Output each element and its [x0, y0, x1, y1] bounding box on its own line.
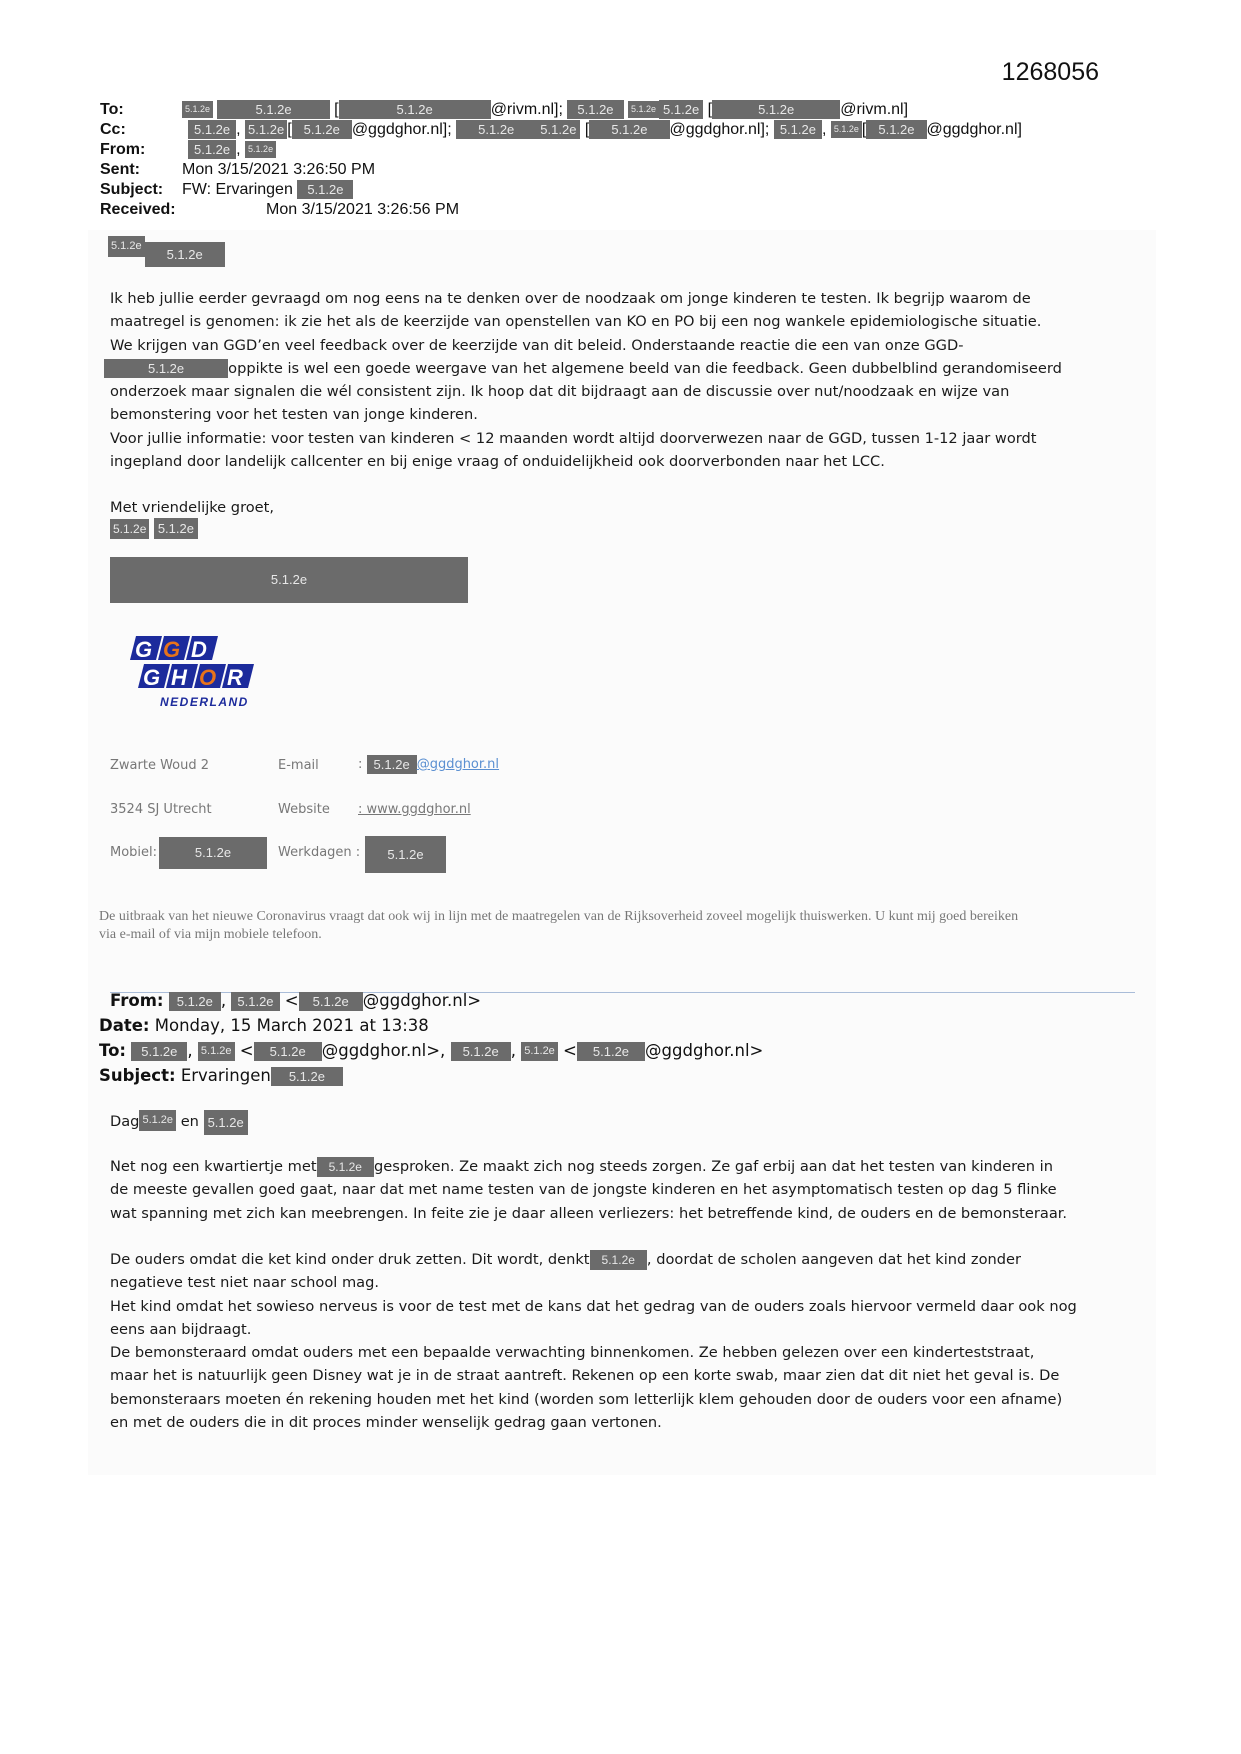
- greeting-text: en: [180, 1113, 199, 1130]
- paragraph-line: wat spanning met zich kan meebrengen. In feite zie je daar alleen verliezers: het betreffende kind, de ouders en de bemonsteraar.: [110, 1204, 1068, 1222]
- email-value: [358, 755, 499, 774]
- redaction: 5.1.2e: [145, 242, 225, 267]
- logo-graphic: [126, 634, 266, 714]
- redaction: 5.1.2e: [299, 992, 363, 1011]
- redaction: 5.1.2e: [590, 1250, 647, 1270]
- header-cc-row: Cc: 5.1.2e , 5.1.2e [ 5.1.2e @ggdghor.nl]; 5.1.2e 5.1.2e [ 5.1.2e @ggdghor.nl]; 5.1.2e , 5.1.2e [ 5.1.2e @ggdghor.nl]: [100, 121, 1022, 138]
- fwd-subject-value: Ervaringen: [180, 1066, 271, 1085]
- email-colon: :: [358, 757, 363, 772]
- redaction: 5.1.2e: [451, 1042, 511, 1061]
- fwd-subject-label: Subject:: [99, 1066, 176, 1085]
- header-sent-row: [100, 160, 375, 180]
- redaction: 5.1.2e: [456, 120, 536, 139]
- redaction: 5.1.2e: [108, 236, 145, 257]
- address-line-2: 3524 SJ Utrecht: [110, 802, 212, 817]
- redaction: 5.1.2e: [712, 100, 840, 119]
- forwarded-subject-row: [99, 1063, 343, 1088]
- redaction: 5.1.2e: [169, 992, 221, 1011]
- redaction: 5.1.2e: [831, 121, 862, 138]
- website-link[interactable]: [358, 802, 471, 817]
- website-label: Website: [278, 802, 330, 817]
- paragraph-line: De bemonsteraard omdat ouders met een bepaalde verwachting binnenkomen. Ze hebben gelezen over een kinderteststraat,: [110, 1344, 1035, 1362]
- notice-line: via e-mail of via mijn mobiele telefoon.: [99, 927, 322, 942]
- redaction: 5.1.2e: [628, 101, 659, 118]
- paragraph-line: bemonsteraars moeten én rekening houden met het kind (worden som letterlijk klem gehouden door de ouders voor een afname): [110, 1390, 1063, 1408]
- redaction: 5.1.2e: [204, 1110, 248, 1135]
- forwarded-to-row: To: 5.1.2e , 5.1.2e < 5.1.2e @ggdghor.nl>, 5.1.2e , 5.1.2e < 5.1.2e @ggdghor.nl>: [99, 1041, 764, 1060]
- redaction: 5.1.2e: [182, 101, 213, 118]
- redaction: 5.1.2e: [774, 120, 822, 139]
- fwd-to-domain-2: @ggdghor.nl>: [645, 1041, 764, 1060]
- workdays-redaction: 5.1.2e: [365, 836, 446, 873]
- paragraph-line: en met de ouders die in dit proces minder wenselijk gedrag gaan vertonen.: [110, 1414, 662, 1432]
- cc-domain: @ggdghor.nl]: [926, 121, 1022, 138]
- to-domain: @rivm.nl]: [840, 101, 909, 118]
- redaction: 5.1.2e: [198, 1042, 235, 1061]
- from-label: From:: [100, 141, 146, 158]
- paragraph-text: , doordat de scholen aangeven dat het kind zonder: [646, 1251, 1022, 1268]
- remote-work-notice: [99, 908, 1139, 944]
- to-label: To:: [100, 101, 124, 118]
- redaction-block: 5.1.2e: [110, 557, 468, 603]
- website-url[interactable]: : www.ggdghor.nl: [358, 802, 471, 817]
- document-number: 1268056: [1001, 58, 1099, 86]
- email-label: E-mail: [278, 758, 319, 773]
- paragraph-text: oppikte is wel een goede weergave van het algemene beeld van die feedback. Geen dubbelblind gerandomiseerd: [228, 359, 1062, 377]
- forwarded-from-row: From: 5.1.2e , 5.1.2e < 5.1.2e @ggdghor.nl>: [110, 991, 482, 1010]
- paragraph-line: maatregel is genomen: ik zie het als de keerzijde van openstellen van KO en PO bij een nog wankele epidemiologische situatie.: [110, 313, 1042, 331]
- redaction: 5.1.2e: [589, 120, 669, 139]
- header-from-row: From: 5.1.2e , 5.1.2e: [100, 140, 276, 160]
- redaction: 5.1.2e: [271, 1067, 343, 1086]
- workdays-label: Werkdagen :: [278, 845, 361, 860]
- paragraph-line: [104, 357, 1140, 380]
- redaction: 5.1.2e: [866, 120, 926, 139]
- header-to-row: To: 5.1.2e 5.1.2e [ 5.1.2e @rivm.nl]; 5.1.2e 5.1.2e 5.1.2e [ 5.1.2e @rivm.nl]: [100, 101, 909, 118]
- paragraph-line: [110, 1248, 1077, 1271]
- redaction: 5.1.2e: [317, 1157, 374, 1177]
- message-paragraph: [110, 287, 1140, 473]
- redaction: 5.1.2e: [577, 1042, 645, 1061]
- paragraph-line: [110, 1155, 1067, 1178]
- ggd-ghor-logo: [126, 634, 266, 714]
- subject-label: Subject:: [100, 181, 164, 198]
- salutation-redactions: [108, 236, 225, 267]
- paragraph-text: gesproken. Ze maakt zich nog steeds zorgen. Ze gaf erbij aan dat het testen van kinderen in: [373, 1158, 1053, 1175]
- redaction: 5.1.2e: [217, 100, 329, 119]
- svg-text:R: R: [227, 665, 243, 690]
- mobile-redaction: 5.1.2e: [159, 837, 267, 869]
- email-link[interactable]: @ggdghor.nl: [416, 757, 500, 772]
- redaction: 5.1.2e: [188, 140, 236, 159]
- cc-label: Cc:: [100, 121, 126, 138]
- redaction: 5.1.2e: [367, 755, 417, 774]
- greeting-text: Dag: [110, 1113, 140, 1130]
- closing-name-redactions: [110, 518, 198, 539]
- header-received-row: [100, 200, 459, 220]
- paragraph-line: Ik heb jullie eerder gevraagd om nog eens na te denken over de noodzaak om jonge kinderen te testen. Ik begrijp waarom de: [110, 290, 1031, 307]
- svg-text:G: G: [143, 665, 161, 690]
- fwd-date-value: Monday, 15 March 2021 at 13:38: [154, 1016, 429, 1035]
- redaction: 5.1.2e: [139, 1110, 176, 1131]
- redaction: 5.1.2e: [245, 120, 287, 139]
- redaction: 5.1.2e: [339, 100, 491, 119]
- forwarded-paragraph-1: [110, 1155, 1067, 1225]
- paragraph-line: Het kind omdat het sowieso nerveus is voor de test met de kans dat het gedrag van de ouders zoals hiervoor vermeld daar ook nog: [110, 1297, 1077, 1315]
- cc-domain: @ggdghor.nl];: [669, 121, 770, 138]
- redaction: 5.1.2e: [567, 100, 623, 119]
- notice-line: De uitbraak van het nieuwe Coronavirus vraagt dat ook wij in lijn met de maatregelen van de Rijksoverheid zoveel mogelijk thuiswerken. U kunt mij goed bereiken: [99, 909, 1019, 924]
- paragraph-line: de meeste gevallen goed gaat, naar dat met name testen van de jongste kinderen en het asymptomatisch testen op dag 5 flinke: [110, 1181, 1057, 1199]
- svg-text:NEDERLAND: NEDERLAND: [160, 695, 249, 709]
- redaction: 5.1.2e: [245, 141, 276, 158]
- fwd-date-label: Date:: [99, 1016, 150, 1035]
- mobile-label: Mobiel:: [110, 845, 158, 860]
- forwarded-paragraph-2: [110, 1248, 1077, 1434]
- paragraph-text: Net nog een kwartiertje met: [110, 1158, 317, 1175]
- svg-text:G: G: [135, 637, 153, 662]
- svg-text:H: H: [171, 665, 187, 690]
- redaction: 5.1.2e: [254, 1042, 322, 1061]
- sent-value: Mon 3/15/2021 3:26:50 PM: [182, 161, 376, 178]
- forwarded-greeting: [110, 1110, 248, 1135]
- svg-text:G: G: [163, 637, 181, 662]
- fwd-to-label: To:: [99, 1041, 126, 1060]
- redaction: 5.1.2e: [110, 519, 149, 539]
- fwd-from-domain: @ggdghor.nl>: [362, 991, 482, 1010]
- received-value: Mon 3/15/2021 3:26:56 PM: [266, 201, 460, 218]
- redaction: 5.1.2e: [659, 100, 703, 119]
- svg-text:D: D: [191, 637, 207, 662]
- paragraph-line: ingepland door landelijk callcenter en bij enige vraag of onduidelijkheid ook doorverbonden naar het LCC.: [110, 453, 885, 471]
- address-line-1: Zwarte Woud 2: [110, 758, 210, 773]
- paragraph-line: negatieve test niet naar school mag.: [110, 1274, 380, 1292]
- forwarded-date-row: [99, 1013, 429, 1038]
- paragraph-text: De ouders omdat die ket kind onder druk zetten. Dit wordt, denkt: [110, 1251, 590, 1268]
- redaction: 5.1.2e: [131, 1042, 187, 1061]
- to-domain: @rivm.nl];: [490, 101, 563, 118]
- paragraph-line: bemonstering voor het testen van jonge kinderen.: [110, 406, 478, 424]
- redaction: 5.1.2e: [231, 992, 279, 1011]
- closing-text: Met vriendelijke groet,: [110, 499, 275, 516]
- redaction: 5.1.2e: [536, 120, 580, 139]
- fwd-to-domain-1: @ggdghor.nl>,: [321, 1041, 446, 1060]
- cc-domain: @ggdghor.nl];: [351, 121, 452, 138]
- paragraph-line: maar het is natuurlijk geen Disney wat je in de straat aantreft. Rekenen op een korte swab, maar zien dat dit niet het geval is. De: [110, 1367, 1060, 1385]
- redaction: 5.1.2e: [188, 120, 236, 139]
- redaction: 5.1.2e: [154, 518, 198, 539]
- redaction: 5.1.2e: [297, 180, 353, 199]
- redaction: 5.1.2e: [104, 359, 228, 378]
- fwd-from-label: From:: [110, 991, 164, 1010]
- paragraph-line: eens aan bijdraagt.: [110, 1320, 252, 1338]
- paragraph-line: Voor jullie informatie: voor testen van kinderen < 12 maanden wordt altijd doorverwezen naar de GGD, tussen 1-12 jaar wordt: [110, 429, 1037, 447]
- subject-value: FW: Ervaringen: [182, 181, 293, 198]
- sent-label: Sent:: [100, 161, 140, 178]
- redaction: 5.1.2e: [292, 120, 352, 139]
- svg-text:O: O: [199, 665, 217, 690]
- paragraph-line: We krijgen van GGD’en veel feedback over de keerzijde van dit beleid. Onderstaande reactie die een van onze GGD-: [110, 336, 964, 354]
- received-label: Received:: [100, 201, 176, 218]
- header-subject-row: [100, 180, 353, 200]
- redaction: 5.1.2e: [521, 1042, 558, 1061]
- paragraph-line: onderzoek maar signalen die wél consistent zijn. Ik hoop dat dit bijdraagt aan de discussie over nut/noodzaak en wijze van: [110, 383, 1010, 401]
